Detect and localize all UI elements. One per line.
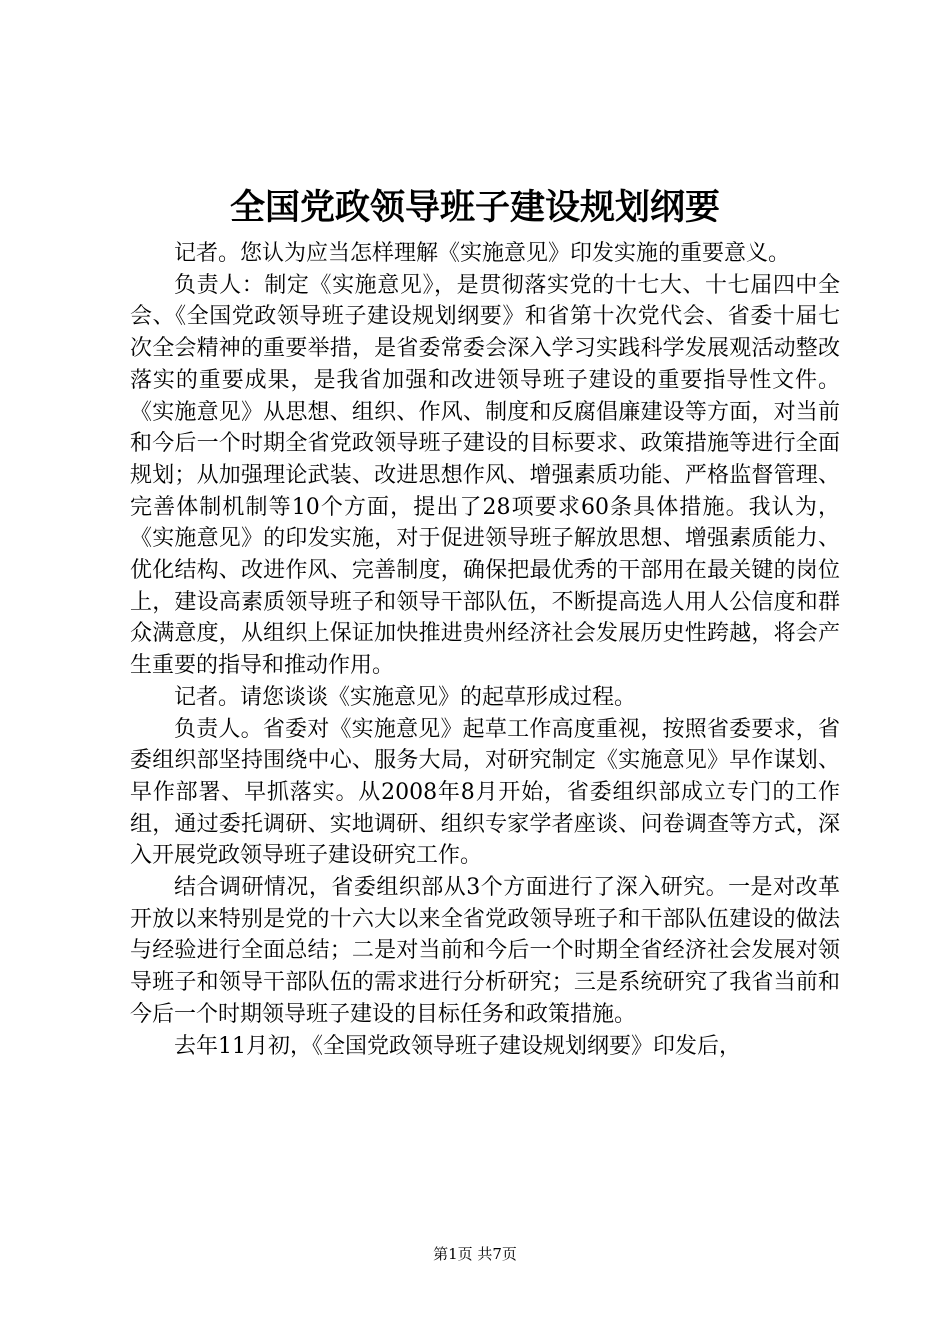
paragraph-reporter-question-1: 记者。您认为应当怎样理解《实施意见》印发实施的重要意义。 — [174, 241, 791, 266]
paragraph-last-year: 去年11月初，《全国党政领导班子建设规划纲要》印发后， — [174, 1033, 741, 1059]
document-body — [130, 238, 840, 1062]
paragraph-research: 结合调研情况，省委组织部从3个方面进行了深入研究。一是对改革开放以来特别是党的十六大以来全省党政领导班子和干部队伍建设的做法与经验进行全面总结；二是对当前和今后一个时期全省经济社会发展对领导班子和领导干部队伍的需求进行分析研究；三是系统研究了我省当前和今后一个时期领导班子建设的目标任务和政策措施。 — [130, 875, 840, 1027]
paragraph-reporter-question-2: 记者。请您谈谈《实施意见》的起草形成过程。 — [174, 684, 637, 710]
paragraph-answer-1: 负责人：制定《实施意见》，是贯彻落实党的十七大、十七届四中全会、《全国党政领导班子建设规划纲要》和省第十次党代会、省委十届七次全会精神的重要举措，是省委常委会深入学习实践科学发展观活动整改落实的重要成果，是我省加强和改进领导班子建设的重要指导性文件。《实施意见》从思想、组织、作风、制度和反腐倡廉建设等方面，对当前和今后一个时期全省党政领导班子建设的目标要求、政策措施等进行全面规划；从加强理论武装、改进思想作风、增强素质功能、严格监督管理、完善体制机制等10个方面，提出了28项要求60条具体措施。我认为，《实施意见》的印发实施，对于促进领导班子解放思想、增强素质能力、优化结构、改进作风、完善制度，确保把最优秀的干部用在最关键的岗位上，建设高素质领导班子和领导干部队伍，不断提高选人用人公信度和群众满意度，从组织上保证加快推进贵州经济社会发展历史性跨越，将会产生重要的指导和推动作用。 — [130, 272, 840, 679]
document-title: 全国党政领导班子建设规划纲要 — [229, 187, 720, 228]
paragraph-answer-2: 负责人。省委对《实施意见》起草工作高度重视，按照省委要求，省委组织部坚持围绕中心、服务大局，对研究制定《实施意见》早作谋划、早作部署、早抓落实。从2008年8月开始，省委组织部成立专门的工作组，通过委托调研、实地调研、组织专家学者座谈、问卷调查等方式，深入开展党政领导班子建设研究工作。 — [130, 716, 840, 869]
page-footer: 第1页 共7页 — [433, 1245, 517, 1263]
